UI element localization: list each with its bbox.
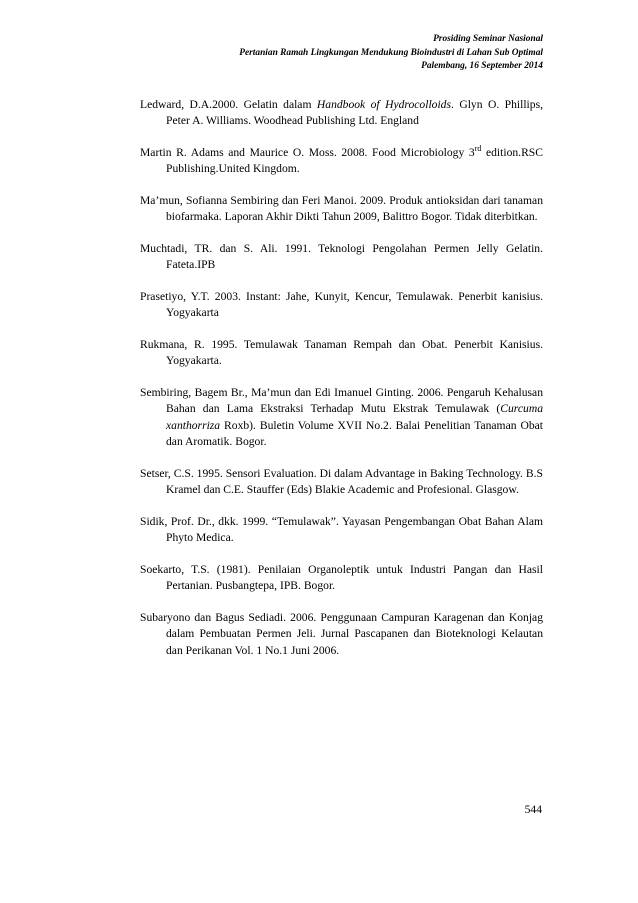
- reference-species-name: Curcuma xanthorriza: [166, 402, 543, 432]
- reference-text: Sembiring, Bagem Br., Ma’mun dan Edi Imanuel Ginting. 2006. Pengaruh Kehalusan Bahan dan Lama Ekstraksi Terhadap Mutu Ekstrak Temulawak (: [140, 386, 543, 416]
- reference-book-title: Handbook of Hydrocolloids: [316, 98, 451, 111]
- reference-item-muchtadi: Muchtadi, TR. dan S. Ali. 1991. Teknologi Pengolahan Permen Jelly Gelatin. Fateta.IPB: [140, 242, 543, 272]
- header-place-date: Palembang, 16 September 2014: [421, 61, 543, 71]
- reference-text: Ledward, D.A.2000. Gelatin dalam: [140, 98, 317, 111]
- reference-text: . Glyn O. Phillips, Peter A. Williams. Woodhead Publishing Ltd. England: [166, 98, 543, 128]
- reference-item-mamun: Ma’mun, Sofianna Sembiring dan Feri Manoi. 2009. Produk antioksidan dari tanaman biofarmaka. Laporan Akhir Dikti Tahun 2009, Balittro Bogor. Tidak diterbitkan.: [140, 194, 543, 224]
- header-proceedings-title: Prosiding Seminar Nasional: [433, 34, 543, 44]
- reference-item-prasetiyo: Prasetiyo, Y.T. 2003. Instant: Jahe, Kunyit, Kencur, Temulawak. Penerbit kanisius. Yogyakarta: [140, 290, 543, 320]
- reference-text: Roxb). Buletin Volume XVII No.2. Balai Penelitian Tanaman Obat dan Aromatik. Bogor.: [166, 418, 543, 449]
- reference-superscript: rd: [474, 144, 482, 154]
- reference-item-setser: Setser, C.S. 1995. Sensori Evaluation. Di dalam Advantage in Baking Technology. B.S Kramel dan C.E. Stauffer (Eds) Blakie Academic and Profesional. Glasgow.: [140, 466, 543, 497]
- reference-text: edition.RSC Publishing.United Kingdom.: [166, 146, 543, 176]
- reference-item-subaryono: Subaryono dan Bagus Sediadi. 2006. Penggunaan Campuran Karagenan dan Konjag dalam Pembuatan Permen Jeli. Jurnal Pascapanen dan Bioteknologi Kelautan dan Perikanan Vol. 1 No.1 Juni 2006.: [140, 610, 543, 657]
- header-seminar-theme: Pertanian Ramah Lingkungan Mendukung Bioindustri di Lahan Sub Optimal: [239, 47, 543, 58]
- reference-item-rukmana: Rukmana, R. 1995. Temulawak Tanaman Rempah dan Obat. Penerbit Kanisius. Yogyakarta.: [140, 338, 543, 368]
- reference-item-sidik: Sidik, Prof. Dr., dkk. 1999. “Temulawak”. Yayasan Pengembangan Obat Bahan Alam Phyto Medica.: [140, 514, 543, 545]
- reference-item-ledward: [140, 97, 543, 130]
- reference-text: Martin R. Adams and Maurice O. Moss. 2008. Food Microbiology 3: [140, 146, 475, 159]
- reference-item-martin: [140, 145, 543, 178]
- running-header: [83, 33, 543, 74]
- page-number: 544: [524, 803, 542, 816]
- reference-item-soekarto: Soekarto, T.S. (1981). Penilaian Organoleptik untuk Industri Pangan dan Hasil Pertanian. Pusbangtepa, IPB. Bogor.: [140, 562, 543, 593]
- reference-list: [140, 97, 543, 674]
- reference-item-sembiring: [140, 385, 543, 451]
